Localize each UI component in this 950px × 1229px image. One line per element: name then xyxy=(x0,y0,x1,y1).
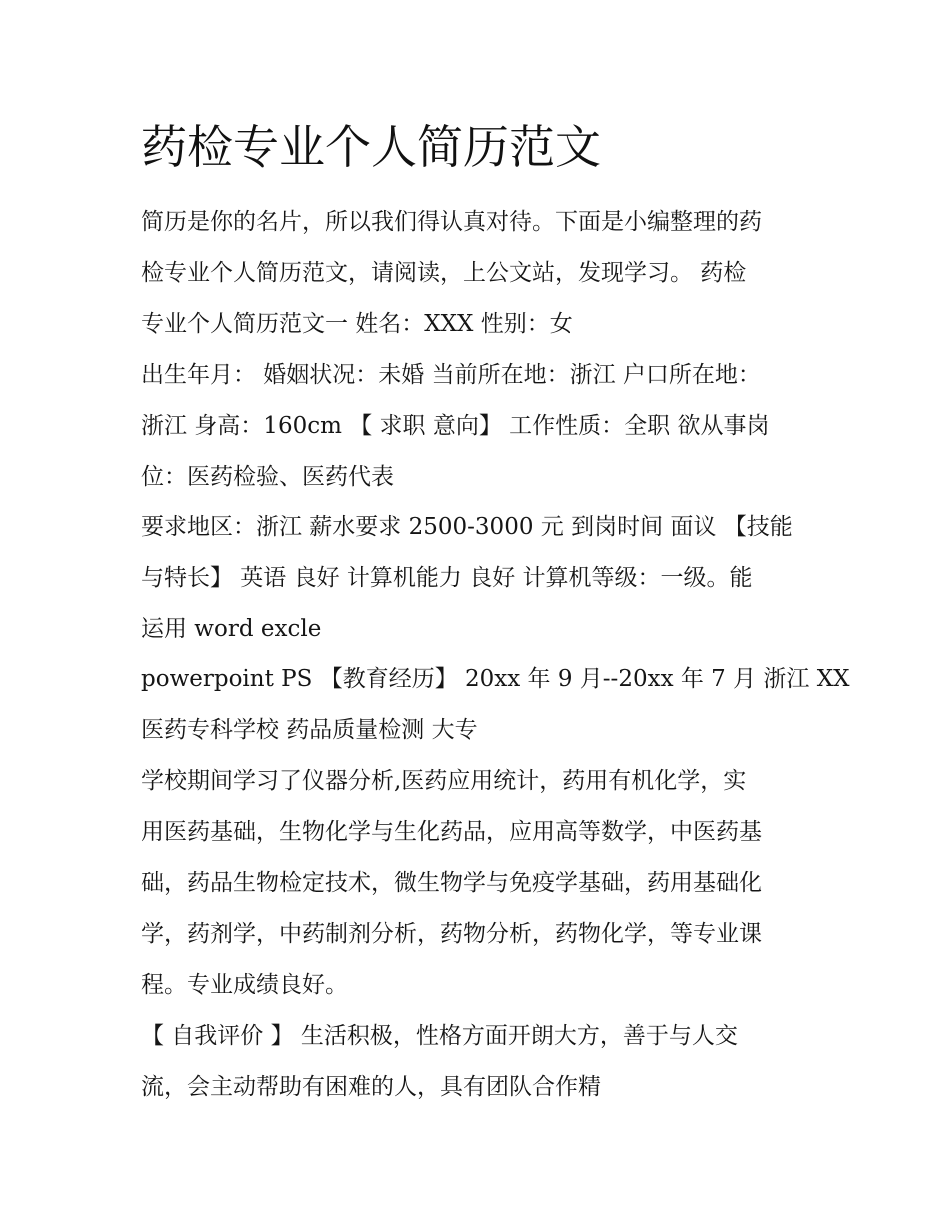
text-line: 专业个人简历范文一 姓名：XXX 性别：女 xyxy=(141,311,573,337)
text-line: 出生年月： 婚姻状况：未婚 当前所在地：浙江 户口所在地： xyxy=(141,362,761,388)
text-line: 位：医药检验、医药代表 xyxy=(141,464,394,490)
paragraph-courses xyxy=(141,756,821,1011)
text-line: 医药专科学校 药品质量检测 大专 xyxy=(141,717,478,743)
paragraph-job-skills xyxy=(141,502,821,655)
text-line: 程。专业成绩良好。 xyxy=(141,972,348,998)
paragraph-intro xyxy=(141,197,821,350)
text-line: 与特长】 英语 良好 计算机能力 良好 计算机等级：一级。能 xyxy=(141,565,753,591)
text-line: 学，药剂学，中药制剂分析，药物分析，药物化学，等专业课 xyxy=(141,921,762,947)
text-line: 流，会主动帮助有困难的人，具有团队合作精 xyxy=(141,1074,601,1100)
text-line: 简历是你的名片，所以我们得认真对待。下面是小编整理的药 xyxy=(141,209,762,235)
text-line: 【 自我评价 】 生活积极，性格方面开朗大方，善于与人交 xyxy=(141,1023,738,1049)
text-line: 学校期间学习了仪器分析,医药应用统计，药用有机化学，实 xyxy=(141,768,747,794)
text-line: 用医药基础，生物化学与生化药品，应用高等数学，中医药基 xyxy=(141,819,762,845)
text-line: powerpoint PS 【教育经历】 20xx 年 9 月--20xx 年 7 月 浙江 XX xyxy=(141,666,850,692)
text-line: 础，药品生物检定技术，微生物学与免疫学基础，药用基础化 xyxy=(141,870,762,896)
paragraph-self-evaluation xyxy=(141,1011,821,1113)
paragraph-education xyxy=(141,654,850,756)
text-line: 运用 word excle xyxy=(141,616,322,642)
text-line: 浙江 身高：160cm 【 求职 意向】 工作性质：全职 欲从事岗 xyxy=(141,413,770,439)
text-line: 要求地区：浙江 薪水要求 2500-3000 元 到岗时间 面议 【技能 xyxy=(141,514,793,540)
paragraph-personal-info xyxy=(141,350,821,503)
text-line: 检专业个人简历范文，请阅读，上公文站，发现学习。 药检 xyxy=(141,260,747,286)
document-title: 药检专业个人简历范文 xyxy=(141,120,601,174)
